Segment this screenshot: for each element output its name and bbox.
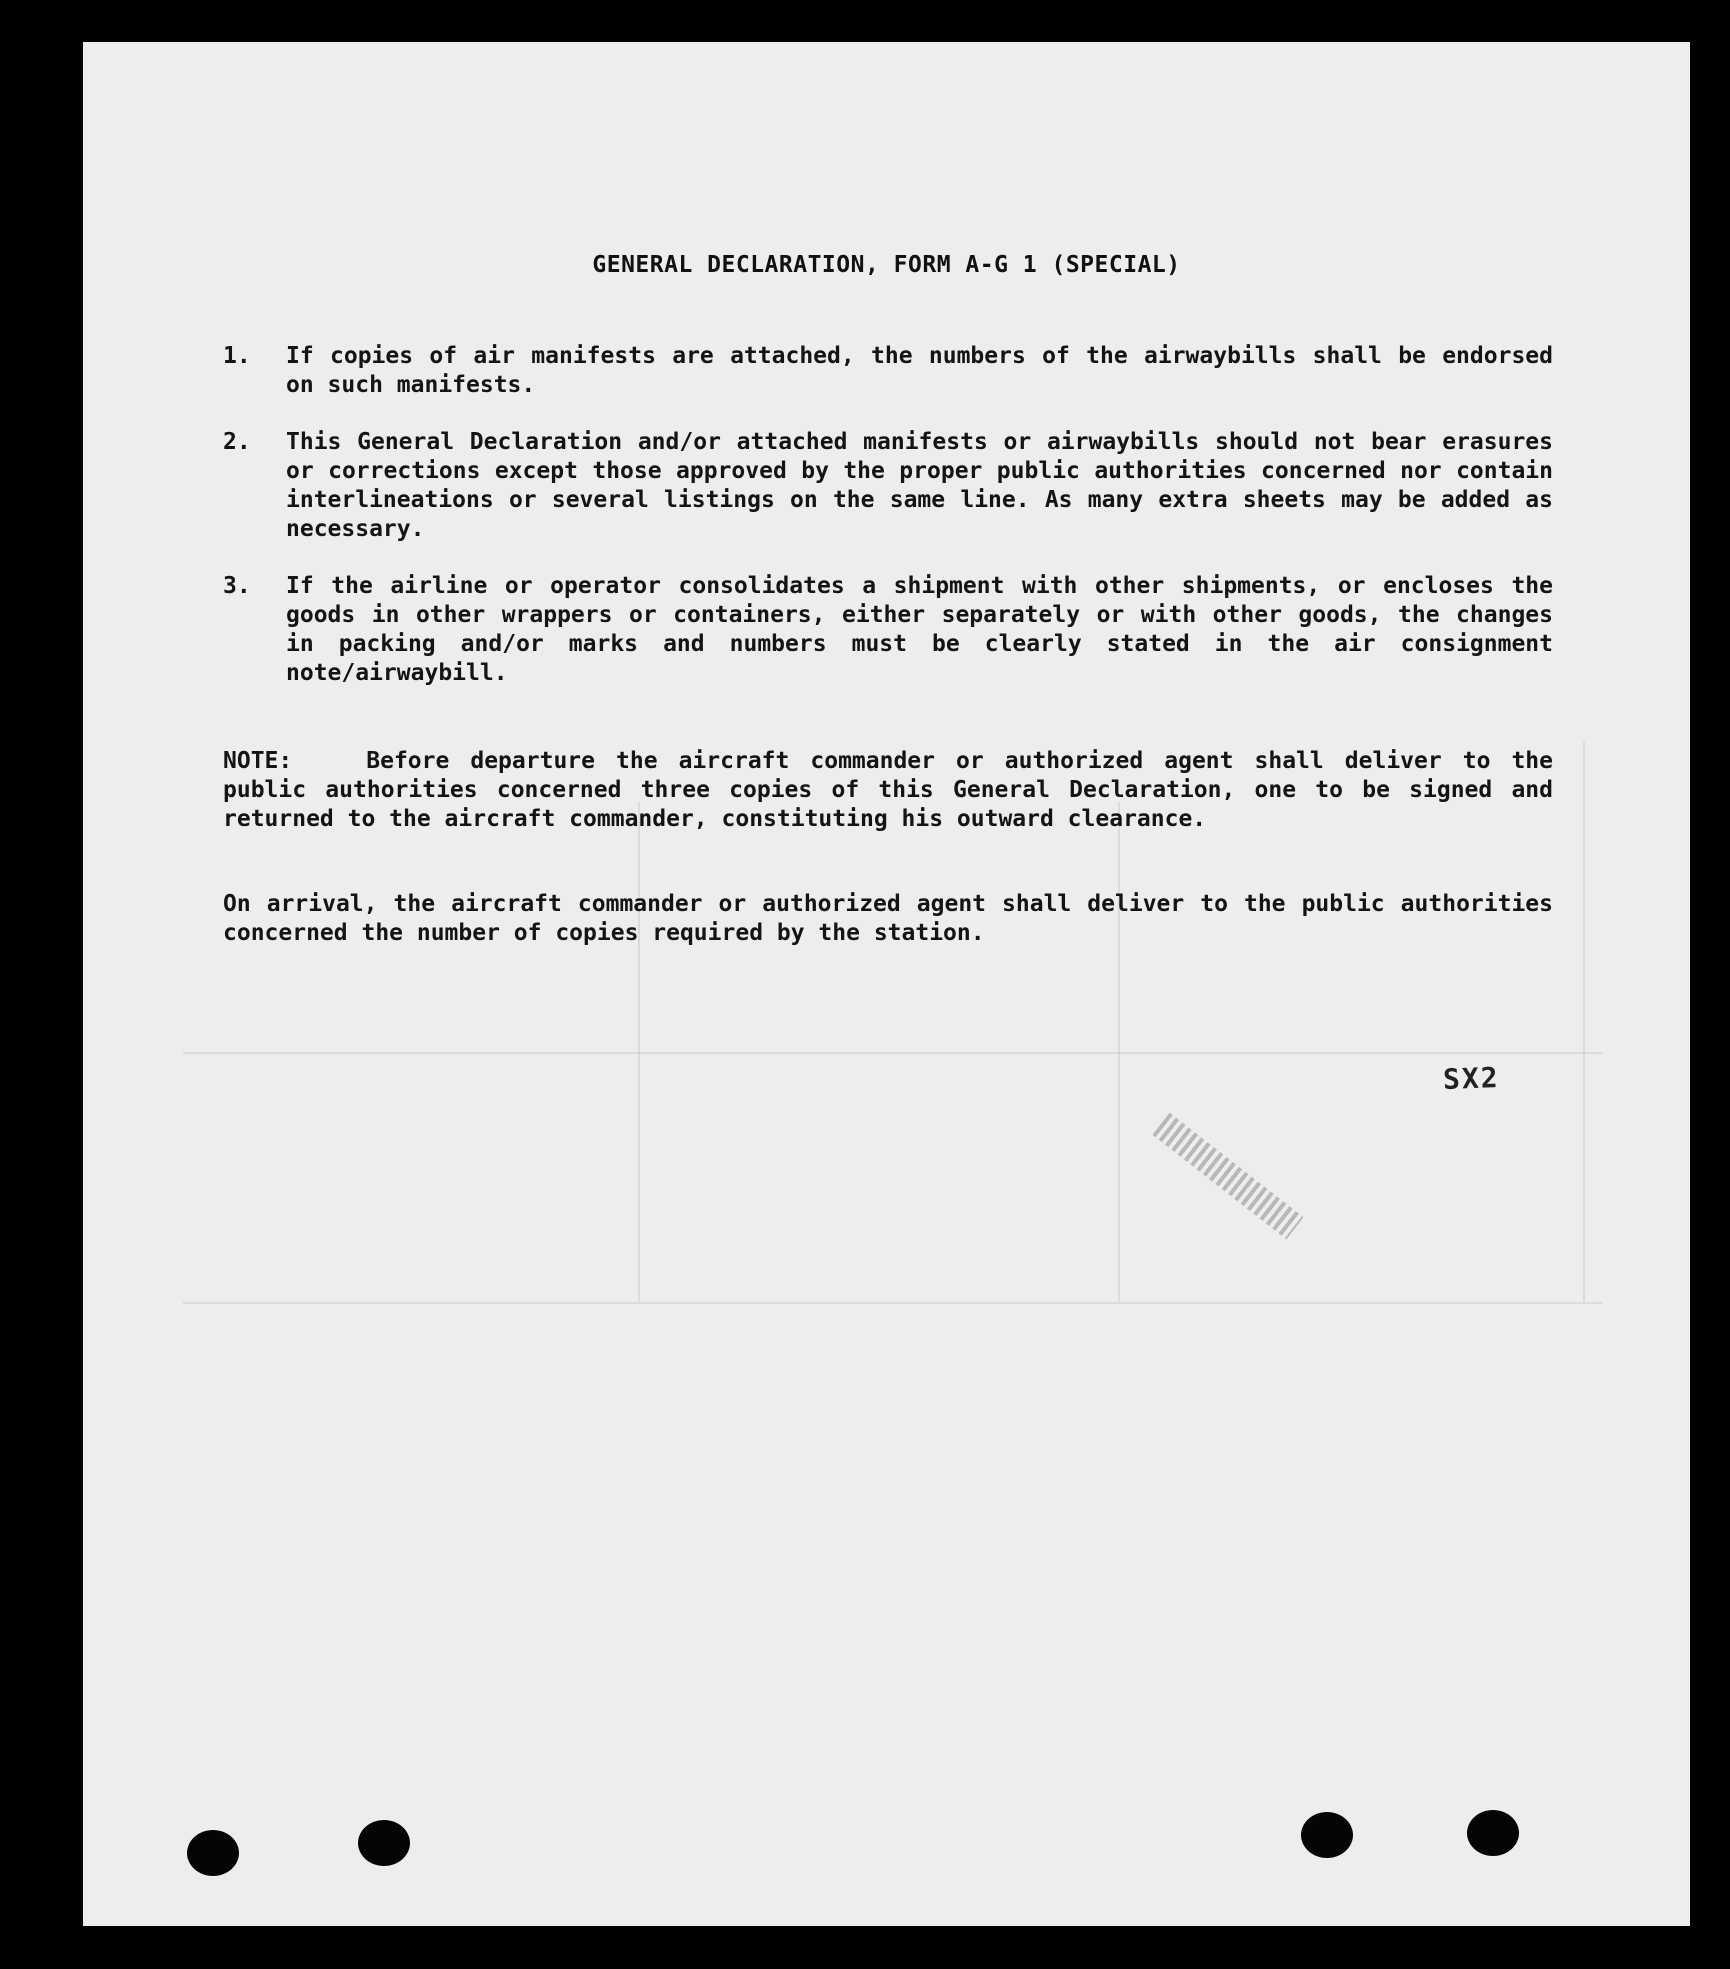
instruction-item-1 <box>223 342 1553 402</box>
item-number: 2. <box>223 429 251 455</box>
bleed-through-line <box>1118 802 1120 1302</box>
bleed-through-line <box>183 1052 1603 1054</box>
punch-hole <box>187 1830 239 1876</box>
item-text: If the airline or operator consolidates a shipment with other shipments, or encloses the goods in other wrappers or containers, either separately or with other goods, the changes in packing and/or marks and numbers must be clearly stated in the air consignment note/airwaybill. <box>286 573 1553 686</box>
item-text: If copies of air manifests are attached, the numbers of the airwaybills shall be endorsed on such manifests. <box>286 343 1553 398</box>
instruction-item-3 <box>223 572 1553 692</box>
item-text: This General Declaration and/or attached manifests or airwaybills should not bear erasures or corrections except those approved by the proper public authorities concerned nor contain interlineations or several listings on the same line. As many extra sheets may be added as necessary. <box>286 429 1553 542</box>
note-text: Before departure the aircraft commander or authorized agent shall deliver to the public authorities concerned three copies of this General Declaration, one to be signed and returned to the aircraft commander, constituting his outward clearance. <box>223 748 1553 832</box>
punch-hole <box>1301 1812 1353 1858</box>
ink-smudge <box>1152 1113 1303 1240</box>
document-page <box>83 42 1690 1926</box>
note-paragraph <box>223 747 1553 834</box>
item-number: 3. <box>223 573 251 599</box>
form-title: GENERAL DECLARATION, FORM A-G 1 (SPECIAL) <box>592 252 1181 278</box>
note-label: NOTE: <box>223 748 293 774</box>
punch-hole <box>358 1820 410 1866</box>
punch-hole <box>1467 1810 1519 1856</box>
instruction-item-2 <box>223 428 1553 548</box>
item-number: 1. <box>223 343 251 369</box>
stamp-mark: SX2 <box>1442 1061 1501 1096</box>
arrival-paragraph: On arrival, the aircraft commander or authorized agent shall deliver to the public authorities concerned the number of copies required by the station. <box>223 891 1553 946</box>
bleed-through-line <box>1583 742 1585 1302</box>
bleed-through-line <box>638 802 640 1302</box>
bleed-through-line <box>183 1302 1603 1304</box>
